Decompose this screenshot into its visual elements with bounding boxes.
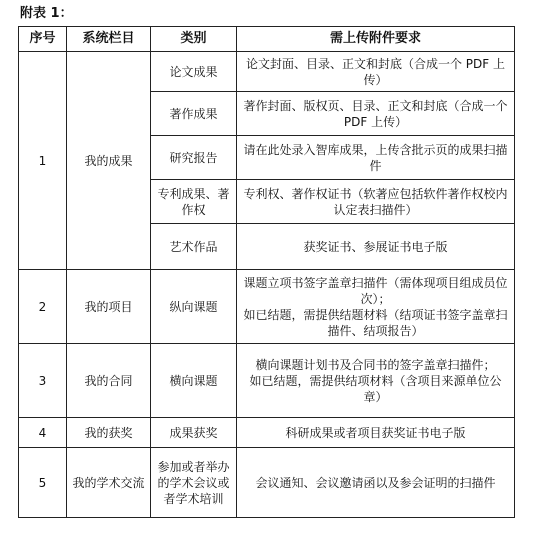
table-row <box>19 448 515 518</box>
category-cell: 著作成果 <box>151 92 237 136</box>
header-requirement: 需上传附件要求 <box>237 27 515 52</box>
row-number: 4 <box>19 418 67 448</box>
attachment-requirements-table <box>18 26 515 518</box>
row-number: 3 <box>19 344 67 418</box>
header-column: 系统栏目 <box>67 27 151 52</box>
header-category: 类别 <box>151 27 237 52</box>
requirement-cell: 会议通知、会议邀请函以及参会证明的扫描件 <box>237 448 515 518</box>
requirement-cell: 著作封面、版权页、目录、正文和封底（合成一个 PDF 上传） <box>237 92 515 136</box>
requirement-cell: 横向课题计划书及合同书的签字盖章扫描件； 如已结题，需提供结项材料（含项目来源单位公章） <box>237 344 515 418</box>
row-number: 2 <box>19 270 67 344</box>
category-cell: 成果获奖 <box>151 418 237 448</box>
category-cell: 参加或者举办的学术会议或者学术培训 <box>151 448 237 518</box>
requirement-cell: 论文封面、目录、正文和封底（合成一个 PDF 上传） <box>237 52 515 92</box>
system-column: 我的成果 <box>67 52 151 270</box>
category-cell: 研究报告 <box>151 136 237 180</box>
table-row <box>19 52 515 92</box>
row-number: 5 <box>19 448 67 518</box>
system-column: 我的学术交流 <box>67 448 151 518</box>
system-column: 我的合同 <box>67 344 151 418</box>
table-row <box>19 270 515 344</box>
requirement-cell: 课题立项书签字盖章扫描件（需体现项目组成员位次）； 如已结题，需提供结题材料（结项证书签字盖章扫描件、结项报告） <box>237 270 515 344</box>
category-cell: 纵向课题 <box>151 270 237 344</box>
header-no: 序号 <box>19 27 67 52</box>
requirement-cell: 获奖证书、参展证书电子版 <box>237 224 515 270</box>
header-row <box>19 27 515 52</box>
system-column: 我的项目 <box>67 270 151 344</box>
category-cell: 论文成果 <box>151 52 237 92</box>
requirement-cell: 请在此处录入智库成果，上传含批示页的成果扫描件 <box>237 136 515 180</box>
requirement-cell: 专利权、著作权证书（软著应包括软件著作权校内认定表扫描件） <box>237 180 515 224</box>
category-cell: 横向课题 <box>151 344 237 418</box>
table-row <box>19 418 515 448</box>
table-row <box>19 344 515 418</box>
category-cell: 专利成果、著作权 <box>151 180 237 224</box>
category-cell: 艺术作品 <box>151 224 237 270</box>
table-caption: 附表 1： <box>20 6 73 21</box>
system-column: 我的获奖 <box>67 418 151 448</box>
row-number: 1 <box>19 52 67 270</box>
requirement-cell: 科研成果或者项目获奖证书电子版 <box>237 418 515 448</box>
